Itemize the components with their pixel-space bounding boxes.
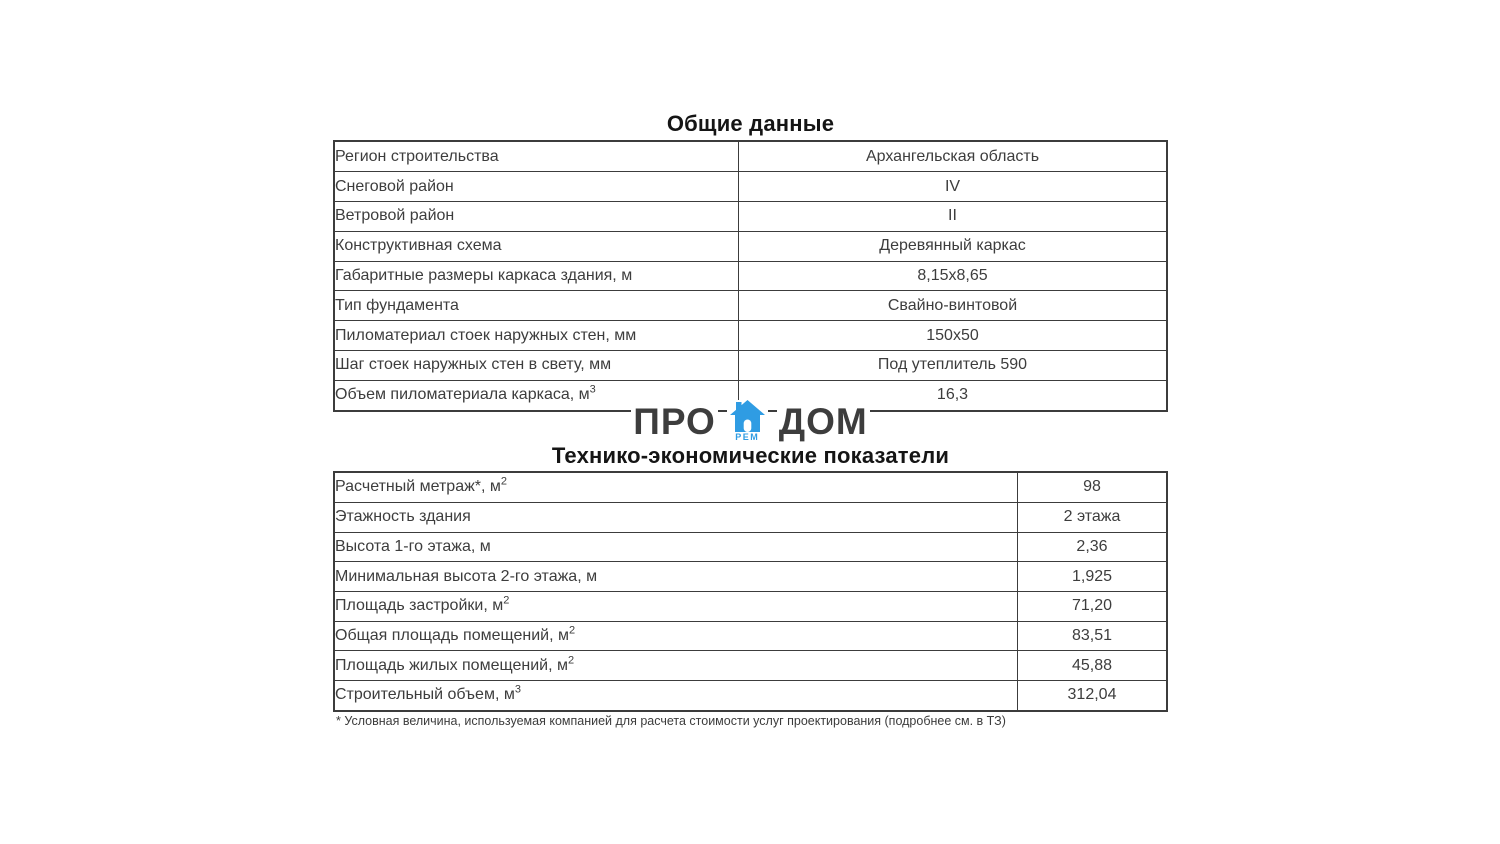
row-value: 2,36	[1018, 532, 1168, 562]
row-value: Деревянный каркас	[739, 231, 1168, 261]
row-value: 150х50	[739, 321, 1168, 351]
table-row	[334, 532, 1167, 562]
table-row	[334, 231, 1167, 261]
row-value: 2 этажа	[1018, 502, 1168, 532]
logo-sub-label: РЕМ	[735, 432, 760, 442]
table-row	[334, 621, 1167, 651]
row-label: Минимальная высота 2-го этажа, м	[334, 562, 1018, 592]
row-label: Ветровой район	[334, 201, 739, 231]
row-label: Пиломатериал стоек наружных стен, мм	[334, 321, 739, 351]
row-label: Шаг стоек наружных стен в свету, мм	[334, 350, 739, 380]
table-row	[334, 502, 1167, 532]
row-label: Площадь застройки, $м^2$	[334, 591, 1018, 621]
table-row	[334, 321, 1167, 351]
row-value: 16,3	[739, 380, 1168, 411]
table-row	[334, 680, 1167, 711]
tech-indicators-table-body	[334, 472, 1167, 711]
row-label: Общая площадь помещений, $м^2$	[334, 621, 1018, 651]
row-value: 71,20	[1018, 591, 1168, 621]
row-value: 312,04	[1018, 680, 1168, 711]
general-data-title: Общие данные	[666, 111, 835, 136]
table-row	[334, 472, 1167, 502]
table-row	[334, 141, 1167, 172]
row-value: 45,88	[1018, 651, 1168, 681]
general-data-table-body	[334, 141, 1167, 411]
row-label: Расчетный метраж*, $м^2$	[334, 472, 1018, 502]
row-value: 8,15х8,65	[739, 261, 1168, 291]
row-value: II	[739, 201, 1168, 231]
row-label: Высота 1-го этажа, м	[334, 532, 1018, 562]
table-row	[334, 651, 1167, 681]
table-row	[334, 562, 1167, 592]
row-label: Конструктивная схема	[334, 231, 739, 261]
table-row	[334, 291, 1167, 321]
row-label: Снеговой район	[334, 172, 739, 202]
logo-word-right: ДОМ	[778, 400, 868, 442]
table-row	[334, 591, 1167, 621]
table-row	[334, 261, 1167, 291]
row-label: Строительный объем, $м^3$	[334, 680, 1018, 711]
row-label: Объем пиломатериала каркаса, $м^3$	[334, 380, 739, 411]
row-value: Архангельская область	[739, 141, 1168, 172]
row-value: 1,925	[1018, 562, 1168, 592]
row-label: Регион строительства	[334, 141, 739, 172]
table-row	[334, 201, 1167, 231]
row-label: Тип фундамента	[334, 291, 739, 321]
general-data-table	[333, 140, 1168, 412]
logo-word-left: ПРО	[633, 400, 716, 442]
row-label: Габаритные размеры каркаса здания, м	[334, 261, 739, 291]
row-value: IV	[739, 172, 1168, 202]
tech-indicators-table	[333, 471, 1168, 712]
footnote-text: * Условная величина, используемая компанией для расчета стоимости услуг проектирования (подробнее см. в ТЗ)	[336, 714, 1006, 728]
table-row	[334, 172, 1167, 202]
row-value: 98	[1018, 472, 1168, 502]
table-row	[334, 380, 1167, 411]
row-value: Под утеплитель 590	[739, 350, 1168, 380]
row-value: Свайно-винтовой	[739, 291, 1168, 321]
tech-indicators-title: Технико-экономические показатели	[551, 443, 950, 468]
table-row	[334, 350, 1167, 380]
row-label: Этажность здания	[334, 502, 1018, 532]
row-label: Площадь жилых помещений, $м^2$	[334, 651, 1018, 681]
row-value: 83,51	[1018, 621, 1168, 651]
